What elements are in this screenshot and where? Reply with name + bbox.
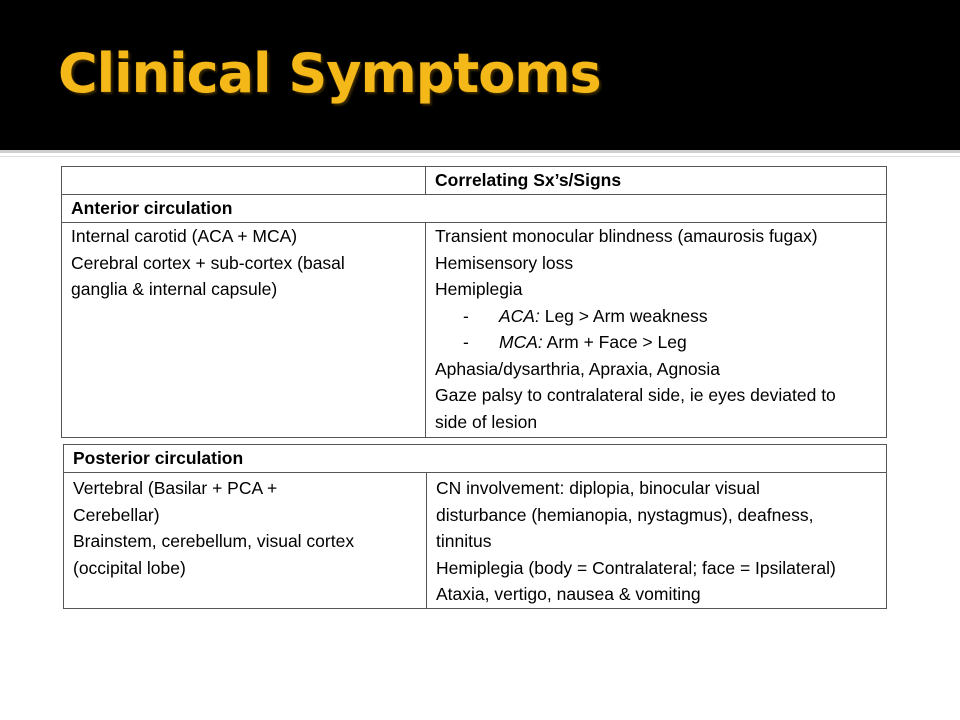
sign-line: Hemiplegia <box>435 279 523 299</box>
sign-line: CN involvement: diplopia, binocular visual <box>436 478 760 498</box>
divider-line <box>0 150 960 153</box>
divider-line-thin <box>0 156 960 157</box>
section-title-anterior: Anterior circulation <box>62 195 887 223</box>
anatomy-line: Internal carotid (ACA + MCA) <box>71 226 298 246</box>
sign-line: Ataxia, vertigo, nausea & vomiting <box>436 584 701 604</box>
bullet-dash: - <box>463 332 469 352</box>
anatomy-line: Cerebellar) <box>73 504 160 525</box>
sub-item-aca <box>435 303 878 330</box>
sign-line: Hemisensory loss <box>435 252 574 273</box>
header-cell-signs: Correlating Sx’s/Signs <box>426 167 887 195</box>
bullet-dash: - <box>463 305 469 326</box>
section-row <box>62 195 887 223</box>
slide-title: Clinical Symptoms <box>58 42 601 105</box>
table-header-row <box>62 167 887 195</box>
signs-cell <box>426 223 887 438</box>
anatomy-line: Vertebral (Basilar + PCA + <box>73 478 278 498</box>
sub-item-text: Leg > Arm weakness <box>539 305 708 326</box>
sign-line: side of lesion <box>435 411 538 432</box>
anatomy-line: (occipital lobe) <box>73 557 186 578</box>
sub-item-term: ACA: <box>499 305 540 326</box>
section-row <box>64 445 887 473</box>
section-title-posterior: Posterior circulation <box>64 445 887 473</box>
anatomy-line: Cerebral cortex + sub-cortex (basal <box>71 252 345 273</box>
anatomy-cell <box>64 473 427 609</box>
sign-line: Transient monocular blindness (amaurosis fugax) <box>435 226 818 246</box>
sub-item-term: MCA: <box>499 332 543 352</box>
table-row <box>62 223 887 438</box>
sign-line: disturbance (hemianopia, nystagmus), deafness, <box>436 504 814 525</box>
sign-line: Gaze palsy to contralateral side, ie eyes deviated to <box>435 385 836 405</box>
sign-line: Aphasia/dysarthria, Apraxia, Agnosia <box>435 358 721 379</box>
sub-item-mca <box>435 329 878 356</box>
anatomy-cell <box>62 223 426 438</box>
title-bar <box>0 0 960 150</box>
sign-line: tinnitus <box>436 531 492 551</box>
sub-item-text: Arm + Face > Leg <box>542 332 687 352</box>
sign-line: Hemiplegia (body = Contralateral; face = Ipsilateral) <box>436 557 836 578</box>
posterior-circulation-table <box>63 444 887 609</box>
anterior-circulation-table <box>61 166 887 438</box>
header-cell-empty <box>62 167 426 195</box>
signs-cell <box>427 473 887 609</box>
table-row <box>64 473 887 609</box>
anatomy-line: ganglia & internal capsule) <box>71 279 278 299</box>
anatomy-line: Brainstem, cerebellum, visual cortex <box>73 531 355 551</box>
